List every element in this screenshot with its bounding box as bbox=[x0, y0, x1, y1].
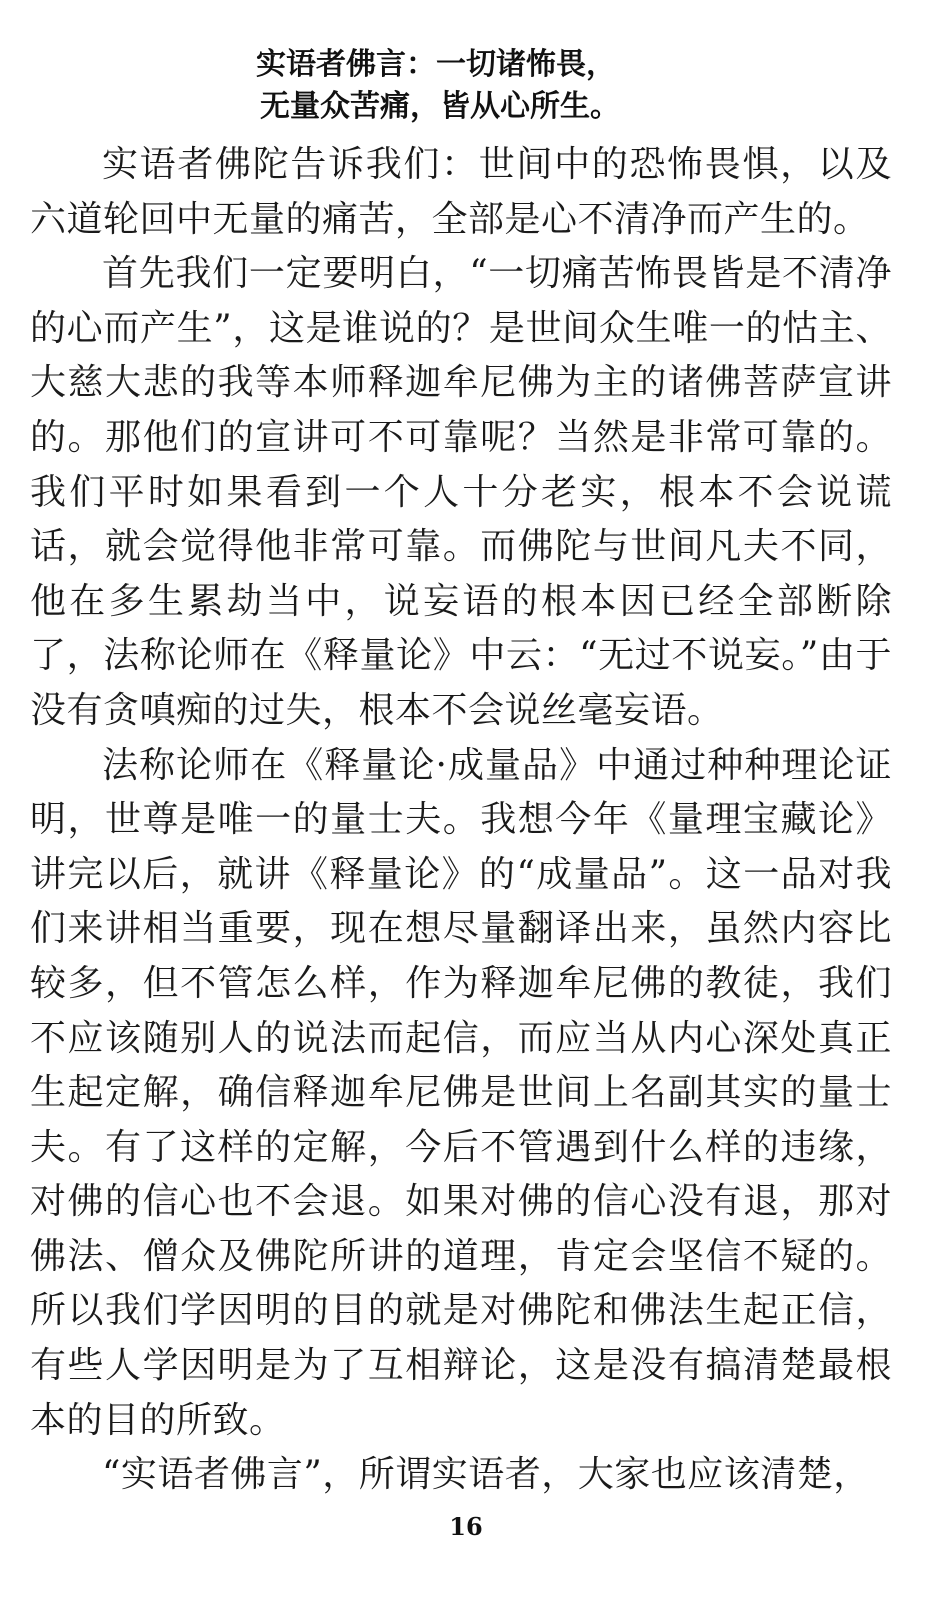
verse-line-2: 无量众苦痛，皆从心所生。 bbox=[260, 89, 620, 124]
paragraph-2: 首先我们一定要明白，“一切痛苦怖畏皆是不清净的心而产生”，这是谁说的？是世间众生唯一的怙主、大慈大悲的我等本师释迦牟尼佛为主的诸佛菩萨宣讲的。那他们的宣讲可不可靠呢？当然是非常可靠的。我们平时如果看到一个人十分老实，根本不会说谎话，就会觉得他非常可靠。而佛陀与世间凡夫不同，他在多生累劫当中，说妄语的根本因已经全部断除了，法称论师在《释量论》中云：“无过不说妄。”由于没有贪嗔痴的过失，根本不会说丝毫妄语。 bbox=[30, 253, 892, 731]
paragraph-3: 法称论师在《释量论·成量品》中通过种种理论证明，世尊是唯一的量士夫。我想今年《量理宝藏论》讲完以后，就讲《释量论》的“成量品”。这一品对我们来讲相当重要，现在想尽量翻译出来，虽然内容比较多，但不管怎么样，作为释迦牟尼佛的教徒，我们不应该随别人的说法而起信，而应当从内心深处真正生起定解，确信释迦牟尼佛是世间上名副其实的量士夫。有了这样的定解，今后不管遇到什么样的违缘，对佛的信心也不会退。如果对佛的信心没有退，那对佛法、僧众及佛陀所讲的道理，肯定会坚信不疑的。所以我们学因明的目的就是对佛陀和佛法生起正信，有些人学因明是为了互相辩论，这是没有搞清楚最根本的目的所致。 bbox=[30, 744, 892, 1441]
body-text bbox=[30, 138, 892, 1503]
verse-quote bbox=[30, 44, 892, 128]
page-number: 16 bbox=[449, 1512, 483, 1541]
paragraph-4: “实语者佛言”，所谓实语者，大家也应该清楚， bbox=[102, 1454, 870, 1496]
paragraph-1: 实语者佛陀告诉我们：世间中的恐怖畏惧，以及六道轮回中无量的痛苦，全部是心不清净而产生的。 bbox=[30, 144, 892, 240]
page-content bbox=[30, 44, 892, 1503]
verse-line-1: 实语者佛言：一切诸怖畏， bbox=[256, 47, 616, 82]
